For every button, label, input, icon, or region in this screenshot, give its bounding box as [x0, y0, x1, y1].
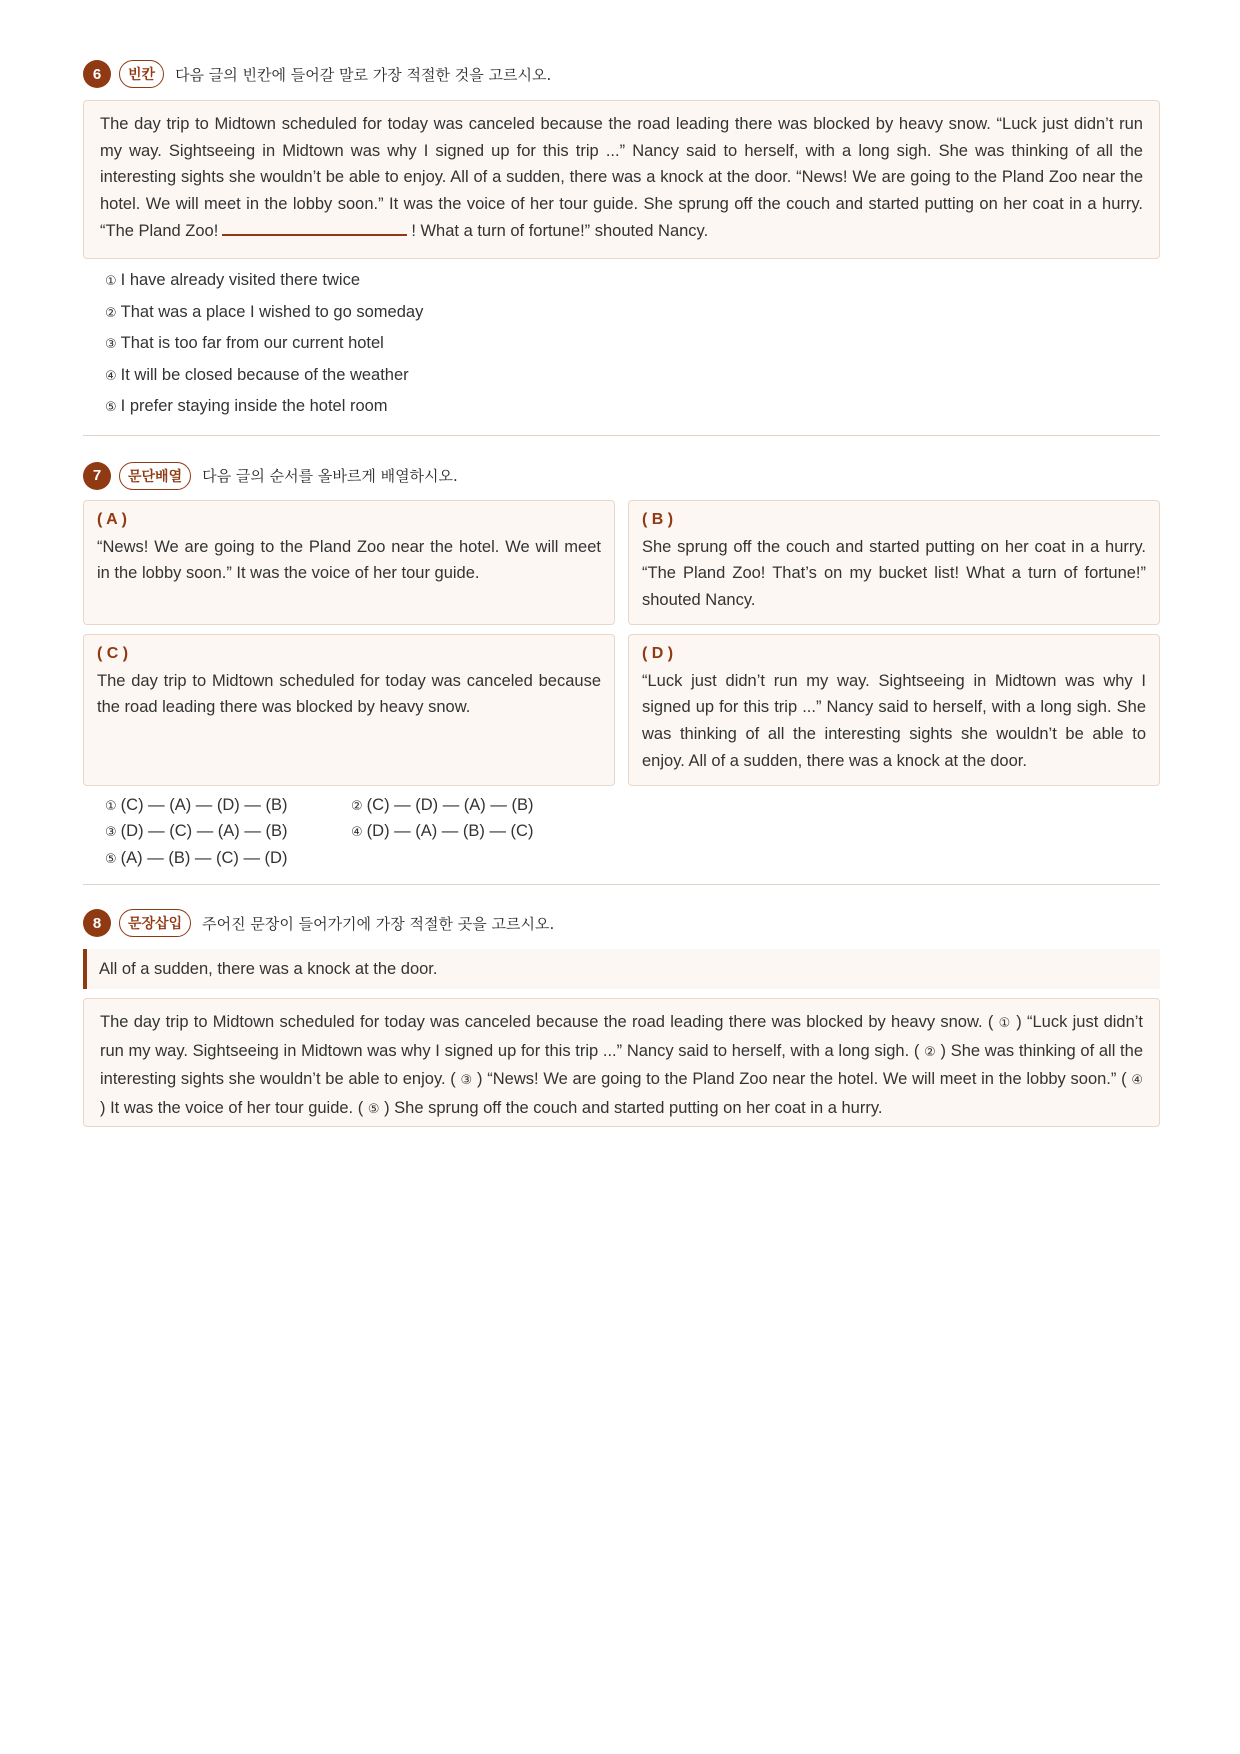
passage-segment: She was thinking of all the interesting sights she wouldn’t be able to enjoy.	[100, 1041, 1143, 1089]
answer-blank	[222, 220, 407, 236]
choice-text: That is too far from our current hotel	[120, 334, 384, 352]
passage-segment: She sprung off the couch and started putting on her coat in a hurry.	[394, 1099, 883, 1118]
choice-text: (D) — (A) — (B) — (C)	[366, 822, 534, 840]
choice-number: ③	[105, 337, 117, 352]
answer-choice[interactable]	[351, 792, 611, 819]
question-prompt: 주어진 문장이 들어가기에 가장 적절한 곳을 고르시오.	[202, 914, 555, 933]
choice-text: (D) — (C) — (A) — (B)	[120, 822, 288, 840]
passage-segment: “Luck just didn’t run my way. Sightseeing in Midtown was why I signed up for this trip ...” Nancy said to herself, with a long sigh.	[100, 1013, 1144, 1060]
paragraph-label: ( C )	[97, 644, 129, 662]
choice-text: I have already visited there twice	[120, 271, 361, 289]
answer-choices	[105, 265, 1160, 423]
passage-text-after-blank: ! What a turn of fortune!” shouted Nancy.	[411, 221, 709, 240]
paragraph-card-b	[628, 500, 1160, 625]
choice-number: ②	[105, 305, 117, 321]
insertion-marker[interactable]: ③	[460, 1073, 473, 1089]
answer-choice[interactable]	[105, 265, 1160, 297]
insertion-marker[interactable]: ⑤	[367, 1102, 380, 1118]
answer-choice[interactable]	[105, 360, 1160, 392]
question-7-header	[83, 460, 1160, 492]
answer-choice[interactable]	[105, 391, 1160, 423]
paragraph-text: The day trip to Midtown scheduled for today was canceled because the road leading there was blocked by heavy snow.	[97, 671, 601, 717]
choice-number: ①	[105, 798, 117, 814]
paragraph-card-a	[83, 500, 615, 625]
answer-choice[interactable]	[105, 845, 351, 872]
choice-number: ⑤	[105, 851, 117, 867]
answer-choice[interactable]	[351, 818, 611, 845]
insertion-marker[interactable]: ④	[1131, 1073, 1143, 1089]
choice-number: ②	[351, 798, 363, 814]
paragraph-text: “Luck just didn’t run my way. Sightseeing in Midtown was why I signed up for this trip ...” Nancy said to herself, with a long sigh. She was thinking of all the interesting sights she wouldn’t be able to enjoy. All of a sudden, there was a knock at the door.	[642, 671, 1146, 770]
choice-text: That was a place I wished to go someday	[120, 302, 424, 321]
passage-text-before-blank: The day trip to Midtown scheduled for today was canceled because the road leading there was blocked by heavy snow. “Luck just didn’t run my way. Sightseeing in Midtown was why I signed up for this trip ...” Nancy said to herself, with a long sigh. She was thinking of all the interesting sights she wouldn’t be able to enjoy. All of a sudden, there was a knock at the door. “News! We are going to the Pland Zoo near the hotel. We will meet in the lobby soon.” It was the voice of her tour guide. She sprung off the couch and started putting on her coat in a hurry. “The Pland Zoo!	[100, 115, 1143, 240]
passage-box: The day trip to Midtown scheduled for today was canceled because the road leading there was blocked by heavy snow. ( ① ) “Luck just didn’t run my way. Sightseeing in Midtown was why I signed up for this trip ...” Nancy said to herself, with a long sigh. ( ② ) She was thinking of all the interesting sights she wouldn’t be able to enjoy. ( ③ ) “News! We are going to the Pland Zoo near the hotel. We will meet in the lobby soon.” ( ④ ) It was the voice of her tour guide. ( ⑤ ) She sprung off the couch and started putting on her coat in a hurry.	[83, 998, 1160, 1127]
passage-box	[83, 100, 1160, 259]
question-8-header	[83, 907, 1160, 939]
question-type-tag: 문장삽입	[119, 909, 191, 937]
choice-number: ①	[105, 274, 117, 289]
passage-segment: It was the voice of her tour guide.	[110, 1099, 354, 1118]
section-divider	[83, 884, 1160, 885]
insertion-marker[interactable]: ①	[998, 1016, 1011, 1031]
paragraph-label: ( A )	[97, 510, 127, 528]
question-type-tag: 문단배열	[119, 462, 191, 490]
choice-text: It will be closed because of the weather	[120, 365, 409, 384]
paragraph-text: “News! We are going to the Pland Zoo near the hotel. We will meet in the lobby soon.” It was the voice of her tour guide.	[97, 537, 601, 583]
passage-segment: The day trip to Midtown scheduled for today was canceled because the road leading there was blocked by heavy snow.	[100, 1013, 983, 1031]
worksheet-page	[83, 58, 1160, 1127]
choice-number: ⑤	[105, 400, 117, 415]
paragraph-label: ( D )	[642, 644, 674, 662]
paragraph-label: ( B )	[642, 510, 674, 528]
choice-text: (A) — (B) — (C) — (D)	[120, 848, 288, 867]
answer-choice[interactable]	[105, 792, 351, 819]
question-type-tag: 빈칸	[119, 60, 164, 88]
insertion-marker[interactable]: ②	[924, 1044, 936, 1060]
given-sentence: All of a sudden, there was a knock at the door.	[83, 949, 1160, 989]
answer-choices	[105, 792, 1160, 872]
question-prompt: 다음 글의 순서를 올바르게 배열하시오.	[202, 467, 458, 485]
passage-segment: “News! We are going to the Pland Zoo near the hotel. We will meet in the lobby soon.”	[487, 1070, 1117, 1089]
answer-choice[interactable]	[105, 818, 351, 845]
paragraph-card-c	[83, 634, 615, 786]
answer-choice[interactable]	[105, 328, 1160, 360]
paragraph-grid	[83, 500, 1160, 786]
question-prompt: 다음 글의 빈칸에 들어갈 말로 가장 적절한 것을 고르시오.	[175, 65, 552, 84]
choice-number: ③	[105, 825, 117, 840]
choice-text: (C) — (D) — (A) — (B)	[366, 795, 534, 814]
question-6-header	[83, 58, 1160, 90]
choice-number: ④	[105, 368, 117, 384]
choice-number: ④	[351, 825, 363, 840]
section-divider	[83, 435, 1160, 436]
paragraph-card-d	[628, 634, 1160, 786]
question-number-badge: 6	[83, 60, 111, 88]
choice-text: I prefer staying inside the hotel room	[120, 397, 388, 415]
paragraph-text: She sprung off the couch and started putting on her coat in a hurry. “The Pland Zoo! That’s on my bucket list! What a turn of fortune!” shouted Nancy.	[642, 537, 1146, 609]
question-number-badge: 7	[83, 462, 111, 490]
answer-choice[interactable]	[105, 297, 1160, 329]
question-number-badge: 8	[83, 909, 111, 937]
choice-text: (C) — (A) — (D) — (B)	[120, 795, 288, 814]
